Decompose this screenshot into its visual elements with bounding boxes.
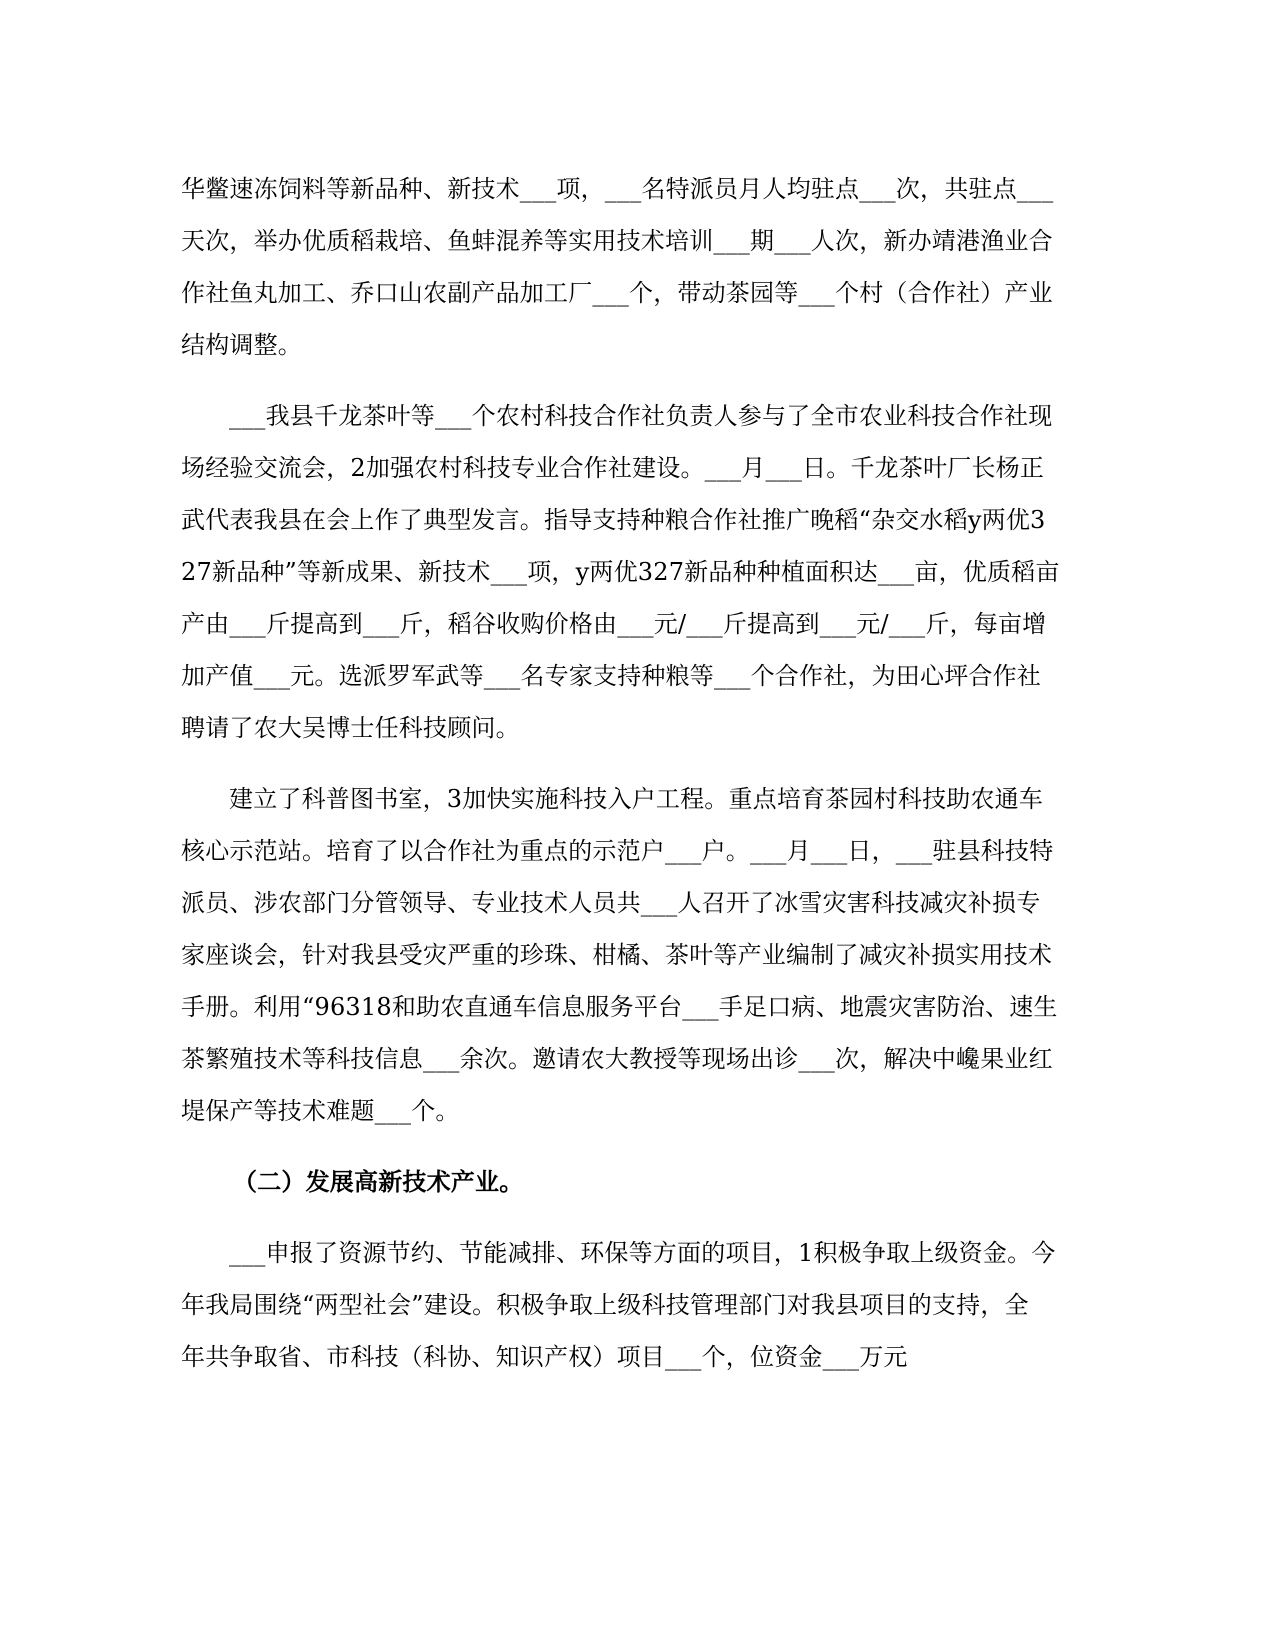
text-line: 堤保产等技术难题___个。 [181,1097,460,1125]
text-line: 聘请了农大吴博士任科技顾问。 [181,714,520,742]
paragraph-2 [181,390,1060,754]
paragraph-5 [181,1227,1056,1383]
text-line: 结构调整。 [181,331,302,359]
text-line: 作社鱼丸加工、乔口山农副产品加工厂___个，带动茶园等___个村（合作社）产业 [181,279,1053,307]
text-line: 27新品种”等新成果、新技术___项，y两优327新品种种植面积达___亩，优质稻亩 [181,558,1060,586]
text-line: ___申报了资源节约、节能减排、环保等方面的项目，1积极争取上级资金。今 [229,1239,1056,1267]
text-line: 产由___斤提高到___斤，稻谷收购价格由___元/___斤提高到___元/___斤，每亩增 [181,610,1047,638]
text-line: 核心示范站。培育了以合作社为重点的示范户___户。___月___日，___驻县科技特 [181,837,1054,865]
text-line: 茶繁殖技术等科技信息___余次。邀请农大教授等现场出诊___次，解决中巉果业红 [181,1045,1053,1073]
text-line: ___我县千龙茶叶等___个农村科技合作社负责人参与了全市农业科技合作社现 [229,402,1053,430]
text-line: 武代表我县在会上作了典型发言。指导支持种粮合作社推广晚稻“杂交水稻y两优3 [181,506,1046,534]
text-line: 建立了科普图书室，3加快实施科技入户工程。重点培育茶园村科技助农通车 [229,785,1044,813]
section-heading: （二）发展高新技术产业。 [233,1168,524,1196]
text-line: 年共争取省、市科技（科协、知识产权）项目___个，位资金___万元 [181,1343,908,1371]
text-line: 家座谈会，针对我县受灾严重的珍珠、柑橘、茶叶等产业编制了减灾补损实用技术 [181,941,1053,969]
text-line: 年我局围绕“两型社会”建设。积极争取上级科技管理部门对我县项目的支持，全 [181,1291,1029,1319]
text-line: 加产值___元。选派罗军武等___名专家支持种粮等___个合作社，为田心坪合作社 [181,662,1041,690]
paragraph-3 [181,773,1058,1137]
text-line: 场经验交流会，2加强农村科技专业合作社建设。___月___日。千龙茶叶厂长杨正 [181,454,1045,482]
paragraph-1 [181,163,1054,371]
text-line: 华鳖速冻饲料等新品种、新技术___项，___名特派员月人均驻点___次，共驻点___ [181,175,1054,203]
text-line: 天次，举办优质稻栽培、鱼蚌混养等实用技术培训___期___人次，新办靖港渔业合 [181,227,1053,255]
text-line: 手册。利用“96318和助农直通车信息服务平台___手足口病、地震灾害防治、速生 [181,993,1058,1021]
document-body [181,163,1060,1383]
text-line: 派员、涉农部门分管领导、专业技术人员共___人召开了冰雪灾害科技减灾补损专 [181,889,1041,917]
